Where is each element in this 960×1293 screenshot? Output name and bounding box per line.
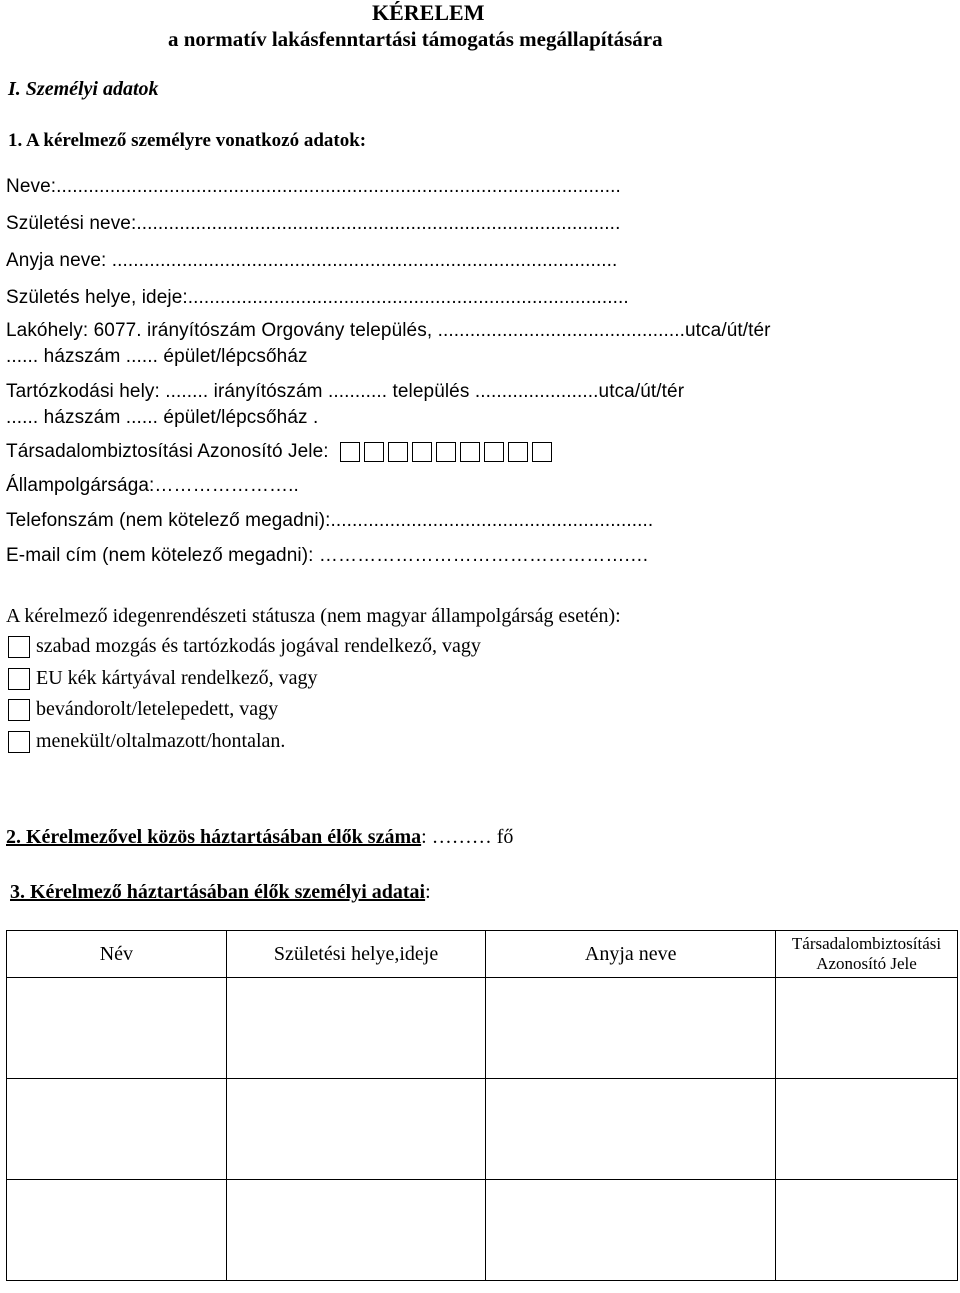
table-cell[interactable] — [776, 1079, 958, 1180]
applicant-data-heading: 1. A kérelmező személyre vonatkozó adatok: — [8, 130, 367, 151]
household-count-colon: : — [421, 826, 427, 848]
household-members-colon: : — [425, 881, 431, 903]
temporary-residence-field-line2[interactable]: ...... házszám ...... épület/lépcsőház . — [6, 407, 319, 428]
mother-name-field[interactable]: Anyja neve: .............................................................................................. — [6, 250, 618, 271]
status-checkbox-free-movement[interactable] — [8, 636, 30, 658]
column-header-birth-place-date: Születési helye,ideje — [226, 931, 486, 978]
section-personal-data-heading: I. Személyi adatok — [8, 78, 159, 100]
household-members-heading-line — [10, 881, 431, 904]
status-option-refugee: menekült/oltalmazott/hontalan. — [36, 730, 286, 752]
table-cell[interactable] — [486, 978, 776, 1079]
taj-digit-box[interactable] — [412, 442, 432, 462]
status-option-settled: bevándorolt/letelepedett, vagy — [36, 698, 279, 720]
household-members-heading: 3. Kérelmező háztartásában élők személyi adatai — [10, 881, 426, 903]
column-header-name: Név — [7, 931, 227, 978]
column-header-mother-name: Anyja neve — [486, 931, 776, 978]
table-cell[interactable] — [7, 978, 227, 1079]
status-checkbox-settled[interactable] — [8, 699, 30, 721]
name-field[interactable]: Neve:......................................................................................................... — [6, 176, 621, 197]
taj-digit-box[interactable] — [436, 442, 456, 462]
table-row — [7, 1079, 958, 1180]
taj-digit-box[interactable] — [532, 442, 552, 462]
taj-digit-box[interactable] — [484, 442, 504, 462]
immigration-status-question: A kérelmező idegenrendészeti státusza (nem magyar állampolgárság esetén): — [6, 605, 621, 627]
phone-field[interactable]: Telefonszám (nem kötelező megadni):............................................................ — [6, 510, 654, 531]
table-cell[interactable] — [226, 1079, 486, 1180]
taj-boxes[interactable] — [340, 441, 556, 462]
table-cell[interactable] — [7, 1180, 227, 1281]
household-count-label: 2. Kérelmezővel közös háztartásában élők száma — [6, 826, 422, 848]
taj-digit-box[interactable] — [460, 442, 480, 462]
household-count-line — [6, 826, 513, 849]
table-cell[interactable] — [7, 1079, 227, 1180]
taj-digit-box[interactable] — [364, 442, 384, 462]
table-row — [7, 978, 958, 1079]
citizenship-field[interactable]: Állampolgársága:………………….. — [6, 475, 299, 496]
table-cell[interactable] — [776, 978, 958, 1079]
household-members-body — [7, 978, 958, 1281]
household-count-value[interactable]: ……… — [426, 826, 492, 848]
taj-digit-box[interactable] — [388, 442, 408, 462]
table-header-row — [7, 931, 958, 978]
table-cell[interactable] — [226, 978, 486, 1079]
column-header-taj: Társadalombiztosítási Azonosító Jele — [776, 931, 958, 978]
table-cell[interactable] — [486, 1079, 776, 1180]
household-members-table — [6, 930, 958, 1281]
status-checkbox-refugee[interactable] — [8, 731, 30, 753]
table-cell[interactable] — [486, 1180, 776, 1281]
residence-field-line2[interactable]: ...... házszám ...... épület/lépcsőház — [6, 346, 308, 367]
table-cell[interactable] — [776, 1180, 958, 1281]
taj-digit-box[interactable] — [508, 442, 528, 462]
form-title: KÉRELEM — [372, 0, 485, 25]
table-row — [7, 1180, 958, 1281]
taj-digit-box[interactable] — [340, 442, 360, 462]
birth-place-date-field[interactable]: Születés helye, ideje:.................................................................................. — [6, 287, 629, 308]
taj-label: Társadalombiztosítási Azonosító Jele: — [6, 441, 329, 462]
household-count-unit: fő — [491, 826, 514, 848]
residence-field[interactable]: Lakóhely: 6077. irányítószám Orgovány település, ..............................................utca/út/tér — [6, 320, 771, 341]
status-checkbox-eu-blue-card[interactable] — [8, 668, 30, 690]
taj-field — [6, 441, 556, 463]
status-option-free-movement: szabad mozgás és tartózkodás jogával rendelkező, vagy — [36, 635, 481, 657]
temporary-residence-field[interactable]: Tartózkodási hely: ........ irányítószám ........... település .......................utca/út/tér — [6, 381, 685, 402]
email-field[interactable]: E-mail cím (nem kötelező megadni): ………………………………………….… — [6, 545, 649, 566]
status-option-eu-blue-card: EU kék kártyával rendelkező, vagy — [36, 667, 318, 689]
birth-name-field[interactable]: Születési neve:.......................................................................................... — [6, 213, 621, 234]
table-cell[interactable] — [226, 1180, 486, 1281]
form-subtitle: a normatív lakásfenntartási támogatás megállapítására — [168, 27, 663, 51]
